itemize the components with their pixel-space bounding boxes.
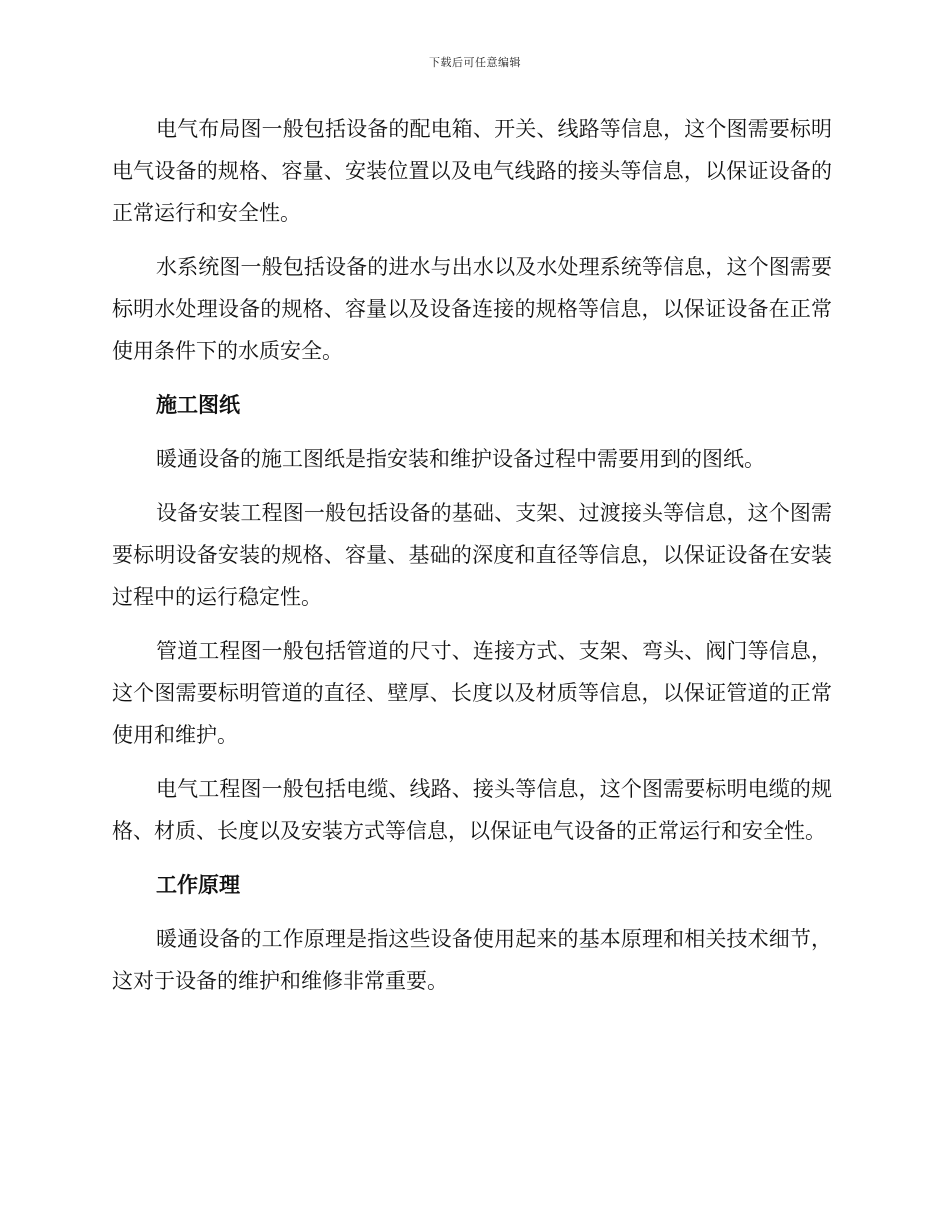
section-heading-construction-drawings: 施工图纸 [156, 392, 240, 417]
paragraph-equipment-installation: 设备安装工程图一般包括设备的基础、支架、过渡接头等信息，这个图需要标明设备安装的规格、容量、基础的深度和直径等信息，以保证设备在安装过程中的运行稳定性。 [112, 501, 832, 609]
document-body [112, 108, 832, 1014]
paragraph-piping-engineering: 管道工程图一般包括管道的尺寸、连接方式、支架、弯头、阀门等信息，这个图需要标明管道的直径、壁厚、长度以及材质等信息，以保证管道的正常使用和维护。 [112, 639, 832, 747]
section-heading-working-principle: 工作原理 [156, 872, 240, 897]
paragraph-electrical-engineering: 电气工程图一般包括电缆、线路、接头等信息，这个图需要标明电缆的规格、材质、长度以及安装方式等信息，以保证电气设备的正常运行和安全性。 [112, 777, 832, 843]
page-header: 下载后可任意编辑 [429, 56, 521, 69]
paragraph-water-system: 水系统图一般包括设备的进水与出水以及水处理系统等信息，这个图需要标明水处理设备的规格、容量以及设备连接的规格等信息，以保证设备在正常使用条件下的水质安全。 [112, 255, 832, 363]
paragraph-working-principle: 暖通设备的工作原理是指这些设备使用起来的基本原理和相关技术细节，这对于设备的维护和维修非常重要。 [112, 927, 832, 993]
paragraph-construction-intro: 暖通设备的施工图纸是指安装和维护设备过程中需要用到的图纸。 [156, 447, 765, 471]
paragraph-electrical-layout: 电气布局图一般包括设备的配电箱、开关、线路等信息，这个图需要标明电气设备的规格、容量、安装位置以及电气线路的接头等信息，以保证设备的正常运行和安全性。 [112, 117, 832, 225]
